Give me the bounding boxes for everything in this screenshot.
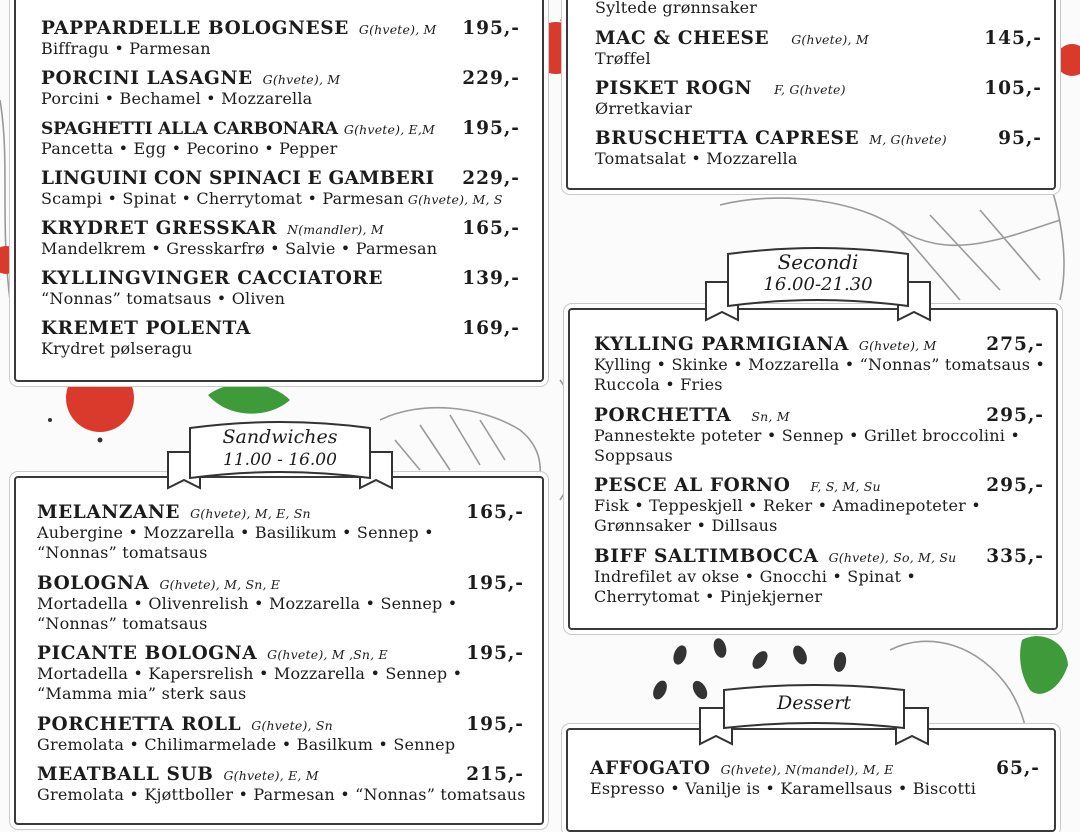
item-name: MAC & CHEESE G(hvete), M [595, 28, 869, 49]
item-price: 335,- [986, 546, 1044, 567]
dessert-banner [696, 684, 932, 748]
item-price: 229,- [462, 168, 520, 189]
item-description: Mandelkrem • Gresskarfrø • Salvie • Parmesan [41, 239, 438, 258]
item-description: Fisk • Teppeskjell • Reker • Amadinepoteter • [594, 496, 981, 515]
item-price: 195,- [466, 573, 524, 594]
item-description: Pannestekte poteter • Sennep • Grillet broccolini • [594, 426, 1020, 445]
item-description: Krydret pølseragu [41, 339, 193, 358]
item-price: 165,- [462, 218, 520, 239]
item-description: Mortadella • Kapersrelish • Mozzarella • Sennep • [37, 664, 463, 683]
item-price: 195,- [466, 643, 524, 664]
item-name: KYLLINGVINGER CACCIATORE [41, 268, 384, 289]
item-name: MELANZANE G(hvete), M, E, Sn [37, 502, 311, 523]
starters-panel [566, 0, 1056, 190]
sandwiches-panel [14, 476, 544, 825]
item-description: Gremolata • Chilimarmelade • Basilkum • Sennep [37, 735, 456, 754]
item-description: Trøffel [595, 49, 651, 68]
item-price: 215,- [466, 764, 524, 785]
item-price: 105,- [984, 78, 1042, 99]
item-name: PORCHETTA Sn, M [594, 405, 790, 426]
item-name: AFFOGATO G(hvete), N(mandel), M, E [590, 758, 894, 779]
item-price: 275,- [986, 334, 1044, 355]
item-name: PAPPARDELLE BOLOGNESE G(hvete), M [41, 18, 437, 39]
item-description: Cherrytomat • Pinjekjerner [594, 587, 823, 606]
item-price: 295,- [986, 475, 1044, 496]
section-title: Sandwiches [222, 426, 338, 448]
item-description: “Nonnas” tomatsaus [37, 614, 208, 633]
item-description: “Mamma mia” sterk saus [37, 684, 247, 703]
item-description: Ruccola • Fries [594, 375, 723, 394]
item-price: 139,- [462, 268, 520, 289]
section-title: Secondi [777, 250, 859, 274]
pasta-panel [14, 0, 544, 382]
item-description: Porcini • Bechamel • Mozzarella [41, 89, 313, 108]
item-name: PICANTE BOLOGNA G(hvete), M ,Sn, E [37, 643, 388, 664]
item-price: 295,- [986, 405, 1044, 426]
item-name: BRUSCHETTA CAPRESE M, G(hvete) [595, 128, 947, 149]
item-description: Indrefilet av okse • Gnocchi • Spinat • [594, 567, 916, 586]
section-hours: 11.00 - 16.00 [223, 450, 337, 470]
sandwiches-banner [160, 418, 400, 496]
item-description: Espresso • Vanilje is • Karamellsaus • Biscotti [590, 779, 977, 798]
item-description: “Nonnas” tomatsaus • Oliven [41, 289, 286, 308]
item-name: LINGUINI CON SPINACI E GAMBERI [41, 168, 435, 189]
item-price: 195,- [462, 18, 520, 39]
item-description: Scampi • Spinat • Cherrytomat • Parmesan G(hvete), M, S [41, 189, 503, 208]
item-price: 95,- [998, 128, 1042, 149]
item-name: KRYDRET GRESSKAR N(mandler), M [41, 218, 384, 239]
secondi-panel [568, 308, 1058, 630]
item-name: PESCE AL FORNO F, S, M, Su [594, 475, 881, 496]
item-name: PORCHETTA ROLL G(hvete), Sn [37, 714, 333, 735]
item-name: BOLOGNA G(hvete), M, Sn, E [37, 573, 281, 594]
item-name: KYLLING PARMIGIANA G(hvete), M [594, 334, 937, 355]
item-name: BIFF SALTIMBOCCA G(hvete), So, M, Su [594, 546, 957, 567]
item-description: Biffragu • Parmesan [41, 39, 211, 58]
item-description: Kylling • Skinke • Mozzarella • “Nonnas” tomatsaus • [594, 355, 1046, 374]
item-description: Aubergine • Mozzarella • Basilikum • Sennep • [37, 523, 434, 542]
section-title: Dessert [777, 692, 851, 714]
item-description: Soppsaus [594, 446, 673, 465]
section-hours: 16.00-21.30 [763, 274, 873, 295]
item-description: Pancetta • Egg • Pecorino • Pepper [41, 139, 338, 158]
item-name: KREMET POLENTA [41, 318, 251, 339]
item-description: “Nonnas” tomatsaus [37, 543, 208, 562]
item-description: Mortadella • Olivenrelish • Mozzarella • Sennep • [37, 594, 458, 613]
item-description: Gremolata • Kjøttboller • Parmesan • “Nonnas” tomatsaus [37, 785, 526, 804]
item-description: Syltede grønnsaker [595, 0, 758, 17]
item-name: PORCINI LASAGNE G(hvete), M [41, 68, 341, 89]
item-description: Tomatsalat • Mozzarella [595, 149, 798, 168]
item-price: 145,- [984, 28, 1042, 49]
item-price: 65,- [996, 758, 1040, 779]
item-description: Ørretkaviar [595, 99, 693, 118]
item-price: 165,- [466, 502, 524, 523]
item-name: PISKET ROGN F, G(hvete) [595, 78, 846, 99]
secondi-banner [700, 246, 936, 328]
item-name: MEATBALL SUB G(hvete), E, M [37, 764, 319, 785]
item-description: Grønnsaker • Dillsaus [594, 516, 778, 535]
item-name: SPAGHETTI ALLA CARBONARA G(hvete), E,M [41, 119, 436, 139]
item-price: 195,- [466, 714, 524, 735]
item-price: 195,- [462, 118, 520, 139]
item-price: 229,- [462, 68, 520, 89]
item-price: 169,- [462, 318, 520, 339]
